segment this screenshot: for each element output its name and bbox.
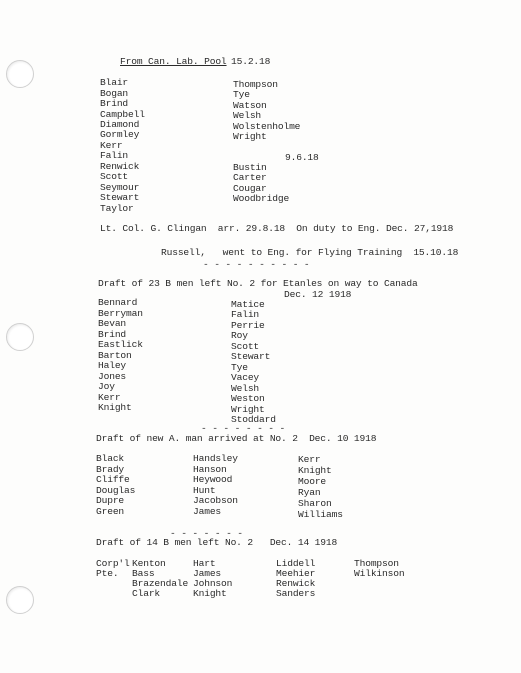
list-item: Cliffe [96, 474, 130, 485]
list-item: Jones [98, 371, 127, 382]
list-item: Stewart [231, 351, 271, 362]
list-item: Tye [233, 89, 250, 100]
list-item: Diamond [100, 119, 140, 130]
list-item: Black [96, 453, 125, 464]
list-item: Bogan [100, 88, 129, 99]
rank-label: Pte. [96, 568, 119, 579]
list-item: Barton [98, 350, 132, 361]
list-item: Knight [193, 588, 227, 599]
binder-hole [6, 323, 34, 351]
list-item: Kenton [132, 558, 166, 569]
list-item: Weston [231, 393, 265, 404]
list-item: Hunt [193, 485, 216, 496]
list-item: Stoddard [231, 414, 276, 425]
list-item: Haley [98, 360, 127, 371]
list-item: Perrie [231, 320, 265, 331]
list-item: Hanson [193, 464, 227, 475]
list-item: Dupre [96, 495, 125, 506]
list-item: Carter [233, 172, 267, 183]
list-item: Bennard [98, 297, 138, 308]
list-item: Falin [100, 150, 129, 161]
list-item: Green [96, 506, 125, 517]
list-item: Joy [98, 381, 115, 392]
list-item: Thompson [233, 79, 278, 90]
list-item: Sharon [298, 498, 332, 509]
list-item: Eastlick [98, 339, 143, 350]
list-item: James [193, 568, 222, 579]
list-item: Wright [233, 131, 267, 142]
list-item: Knight [98, 402, 132, 413]
list-item: Bustin [233, 162, 267, 173]
pool-date: 15.2.18 [231, 56, 271, 67]
list-item: Roy [231, 330, 248, 341]
list-item: Jacobson [193, 495, 238, 506]
list-item: Clark [132, 588, 161, 599]
russell-line: Russell, went to Eng. for Flying Training 15.10.18 [161, 247, 459, 258]
divider: - - - - - - - - [201, 423, 286, 434]
list-item: Sanders [276, 588, 316, 599]
list-item: Blair [100, 77, 129, 88]
list-item: Kerr [298, 454, 321, 465]
divider: - - - - - - - - - - [203, 259, 310, 270]
draft-23-heading: Draft of 23 B men left No. 2 for Etanles on way to Canada [98, 278, 418, 289]
list-item: Welsh [231, 383, 260, 394]
list-item: Woodbridge [233, 193, 290, 204]
list-item: Douglas [96, 485, 136, 496]
rank-label: Corp'l [96, 558, 130, 569]
binder-hole [6, 60, 34, 88]
list-item: Brazendale [132, 578, 189, 589]
list-item: Meehier [276, 568, 316, 579]
list-item: Tye [231, 362, 248, 373]
list-item: Watson [233, 100, 267, 111]
pool-heading: From Can. Lab. Pool [120, 56, 227, 67]
list-item: Moore [298, 476, 327, 487]
list-item: Renwick [276, 578, 316, 589]
draft-23-date: Dec. 12 1918 [284, 289, 352, 300]
list-item: Vacey [231, 372, 260, 383]
list-item: Williams [298, 509, 343, 520]
list-item: Knight [298, 465, 332, 476]
new-a-men-heading: Draft of new A. man arrived at No. 2 Dec. 10 1918 [96, 433, 377, 444]
list-item: Kerr [100, 140, 123, 151]
list-item: Falin [231, 309, 260, 320]
list-item: Wolstenholme [233, 121, 301, 132]
list-item: Scott [100, 171, 129, 182]
list-item: Gormley [100, 129, 140, 140]
list-item: Kerr [98, 392, 121, 403]
list-item: Wright [231, 404, 265, 415]
list-item: Seymour [100, 182, 140, 193]
list-item: Renwick [100, 161, 140, 172]
clingan-line: Lt. Col. G. Clingan arr. 29.8.18 On duty to Eng. Dec. 27,1918 [100, 223, 454, 234]
list-item: Welsh [233, 110, 262, 121]
list-item: Hart [193, 558, 216, 569]
list-item: Heywood [193, 474, 233, 485]
list-item: Brady [96, 464, 125, 475]
list-item: Cougar [233, 183, 267, 194]
list-item: Bevan [98, 318, 127, 329]
list-item: Liddell [276, 558, 316, 569]
list-item: Matice [231, 299, 265, 310]
list-item: Campbell [100, 109, 145, 120]
list-item: Stewart [100, 192, 140, 203]
list-item: James [193, 506, 222, 517]
draft-14-heading: Draft of 14 B men left No. 2 Dec. 14 1918 [96, 537, 338, 548]
list-item: Handsley [193, 453, 238, 464]
pool-second-date: 9.6.18 [285, 152, 319, 163]
divider: - - - - - - - [170, 528, 243, 539]
list-item: Wilkinson [354, 568, 405, 579]
list-item: Berryman [98, 308, 143, 319]
list-item: Scott [231, 341, 260, 352]
list-item: Johnson [193, 578, 233, 589]
list-item: Brind [100, 98, 129, 109]
list-item: Taylor [100, 203, 134, 214]
list-item: Thompson [354, 558, 399, 569]
list-item: Bass [132, 568, 155, 579]
binder-hole [6, 586, 34, 614]
list-item: Brind [98, 329, 127, 340]
list-item: Ryan [298, 487, 321, 498]
